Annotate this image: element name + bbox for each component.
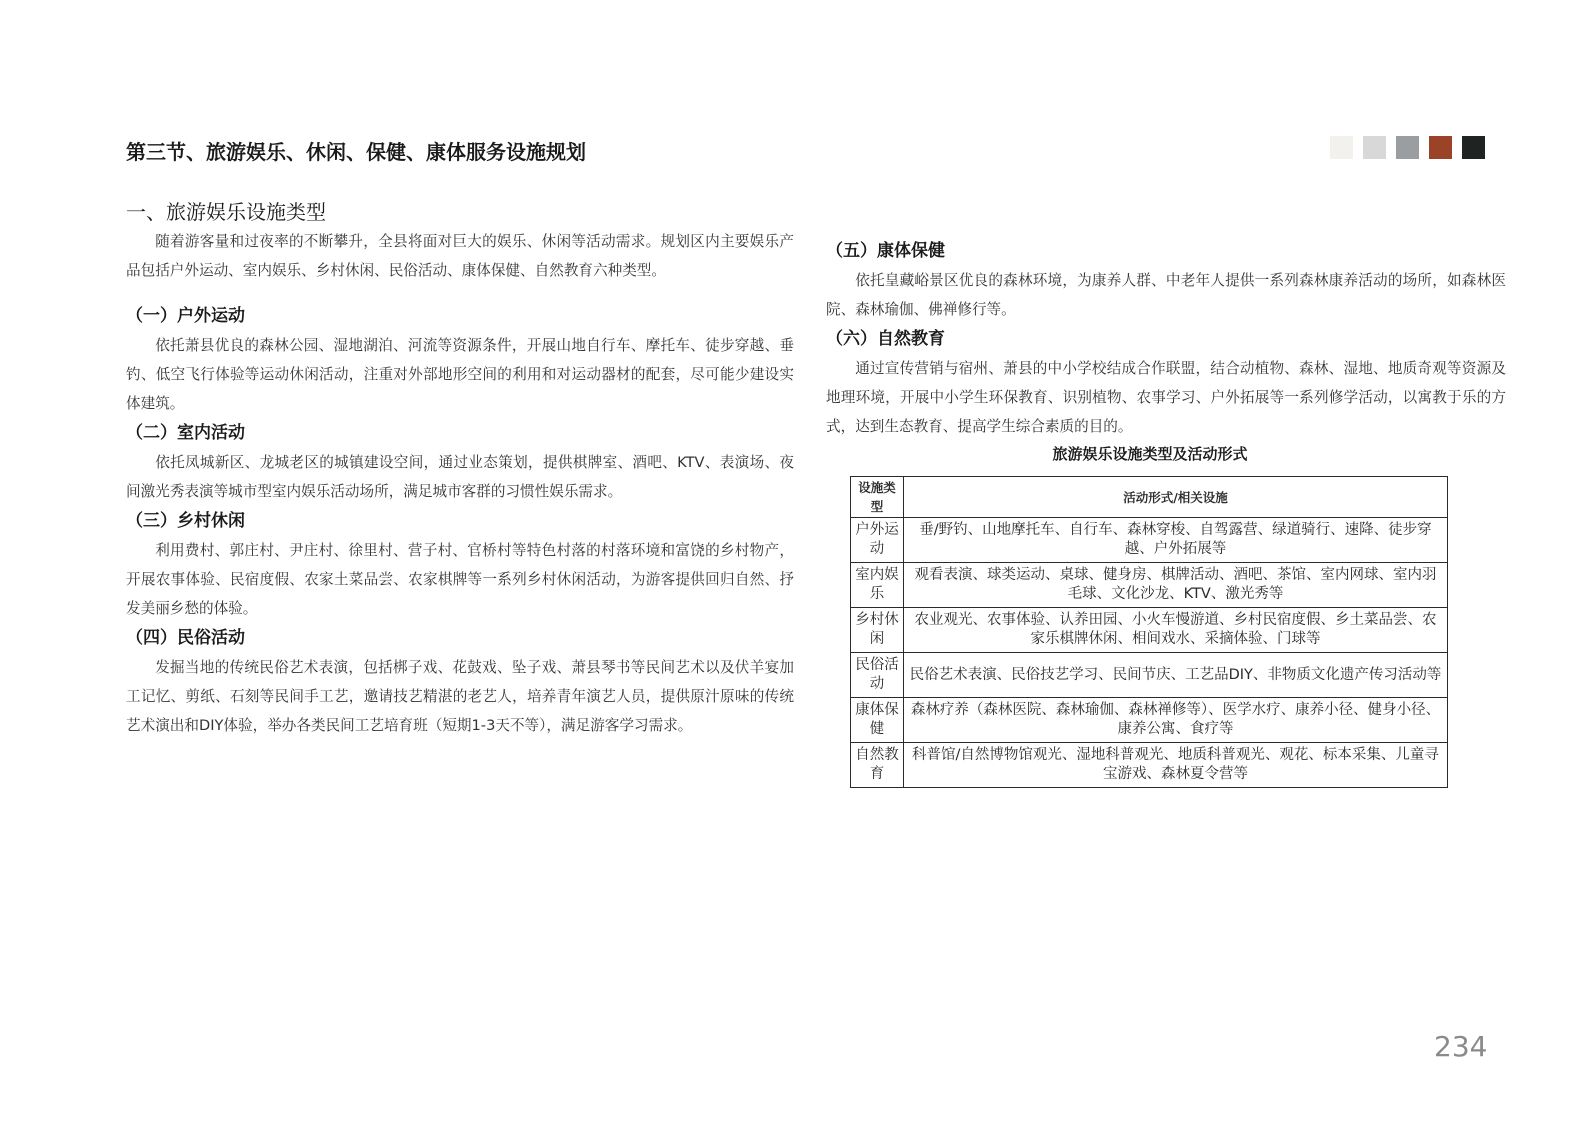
table-cell-type: 户外运动 [851, 518, 904, 563]
table-cell-type: 康体保健 [851, 698, 904, 743]
table-header-activities: 活动形式/相关设施 [904, 477, 1448, 518]
table-header-type: 设施类型 [851, 477, 904, 518]
left-column [126, 196, 794, 740]
color-swatch-2 [1363, 136, 1386, 159]
subsection-heading-indoor: （二）室内活动 [126, 423, 245, 443]
page-number: 234 [1434, 1030, 1488, 1063]
color-swatches [1330, 136, 1485, 159]
table-row [851, 608, 1448, 653]
color-swatch-5 [1462, 136, 1485, 159]
color-swatch-1 [1330, 136, 1353, 159]
page-title: 第三节、旅游娱乐、休闲、保健、康体服务设施规划 [126, 140, 586, 164]
table-cell-activities: 科普馆/自然博物馆观光、湿地科普观光、地质科普观光、观花、标本采集、儿童寻宝游戏、森林夏令营等 [904, 743, 1448, 788]
subsection-text-outdoor: 依托萧县优良的森林公园、湿地湖泊、河流等资源条件，开展山地自行车、摩托车、徒步穿越、垂钓、低空飞行体验等运动休闲活动，注重对外部地形空间的利用和对运动器材的配套，尽可能少建设实体建筑。 [126, 337, 794, 412]
color-swatch-4 [1429, 136, 1452, 159]
facility-table [850, 476, 1448, 788]
table-cell-type: 民俗活动 [851, 653, 904, 698]
table-cell-type: 自然教育 [851, 743, 904, 788]
subsection-text-folk: 发掘当地的传统民俗艺术表演，包括梆子戏、花鼓戏、坠子戏、萧县琴书等民间艺术以及伏羊宴加工记忆、剪纸、石刻等民间手工艺，邀请技艺精湛的老艺人，培养青年演艺人员，提供原汁原味的传统艺术演出和DIY体验，举办各类民间工艺培育班（短期1-3天不等），满足游客学习需求。 [126, 659, 794, 734]
subsection-heading-outdoor: （一）户外运动 [126, 306, 245, 326]
table-cell-activities: 民俗艺术表演、民俗技艺学习、民间节庆、工艺品DIY、非物质文化遗产传习活动等 [904, 653, 1448, 698]
table-row [851, 743, 1448, 788]
table-row [851, 563, 1448, 608]
subsection-text-nature-education: 通过宣传营销与宿州、萧县的中小学校结成合作联盟，结合动植物、森林、湿地、地质奇观等资源及地理环境，开展中小学生环保教育、识别植物、农事学习、户外拓展等一系列修学活动，以寓教于乐的方式，达到生态教育、提高学生综合素质的目的。 [826, 360, 1506, 435]
subsection-heading-rural: （三）乡村休闲 [126, 511, 245, 531]
right-column [826, 236, 1506, 788]
table-cell-activities: 农业观光、农事体验、认养田园、小火车慢游道、乡村民宿度假、乡土菜品尝、农家乐棋牌休闲、相间戏水、采摘体验、门球等 [904, 608, 1448, 653]
table-cell-activities: 森林疗养（森林医院、森林瑜伽、森林禅修等）、医学水疗、康养小径、健身小径、康养公寓、食疗等 [904, 698, 1448, 743]
table-row [851, 653, 1448, 698]
subsection-text-indoor: 依托凤城新区、龙城老区的城镇建设空间，通过业态策划，提供棋牌室、酒吧、KTV、表演场、夜间激光秀表演等城市型室内娱乐活动场所，满足城市客群的习惯性娱乐需求。 [126, 454, 794, 500]
section-heading: 一、旅游娱乐设施类型 [126, 200, 326, 224]
subsection-heading-health: （五）康体保健 [826, 241, 945, 261]
subsection-text-health: 依托皇藏峪景区优良的森林环境，为康养人群、中老年人提供一系列森林康养活动的场所，如森林医院、森林瑜伽、佛禅修行等。 [826, 272, 1506, 318]
color-swatch-3 [1396, 136, 1419, 159]
table-cell-type: 乡村休闲 [851, 608, 904, 653]
subsection-heading-folk: （四）民俗活动 [126, 628, 245, 648]
table-cell-type: 室内娱乐 [851, 563, 904, 608]
table-title: 旅游娱乐设施类型及活动形式 [1052, 445, 1248, 463]
table-row [851, 518, 1448, 563]
table-cell-activities: 观看表演、球类运动、桌球、健身房、棋牌活动、酒吧、茶馆、室内网球、室内羽毛球、文化沙龙、KTV、激光秀等 [904, 563, 1448, 608]
table-cell-activities: 垂/野钓、山地摩托车、自行车、森林穿梭、自驾露营、绿道骑行、速降、徒步穿越、户外拓展等 [904, 518, 1448, 563]
table-row [851, 698, 1448, 743]
subsection-text-rural: 利用费村、郭庄村、尹庄村、徐里村、营子村、官桥村等特色村落的村落环境和富饶的乡村物产，开展农事体验、民宿度假、农家土菜品尝、农家棋牌等一系列乡村休闲活动，为游客提供回归自然、抒发美丽乡愁的体验。 [126, 542, 794, 617]
table-header-row [851, 477, 1448, 518]
subsection-heading-nature-education: （六）自然教育 [826, 329, 945, 349]
intro-paragraph: 随着游客量和过夜率的不断攀升，全县将面对巨大的娱乐、休闲等活动需求。规划区内主要娱乐产品包括户外运动、室内娱乐、乡村休闲、民俗活动、康体保健、自然教育六种类型。 [126, 233, 794, 279]
